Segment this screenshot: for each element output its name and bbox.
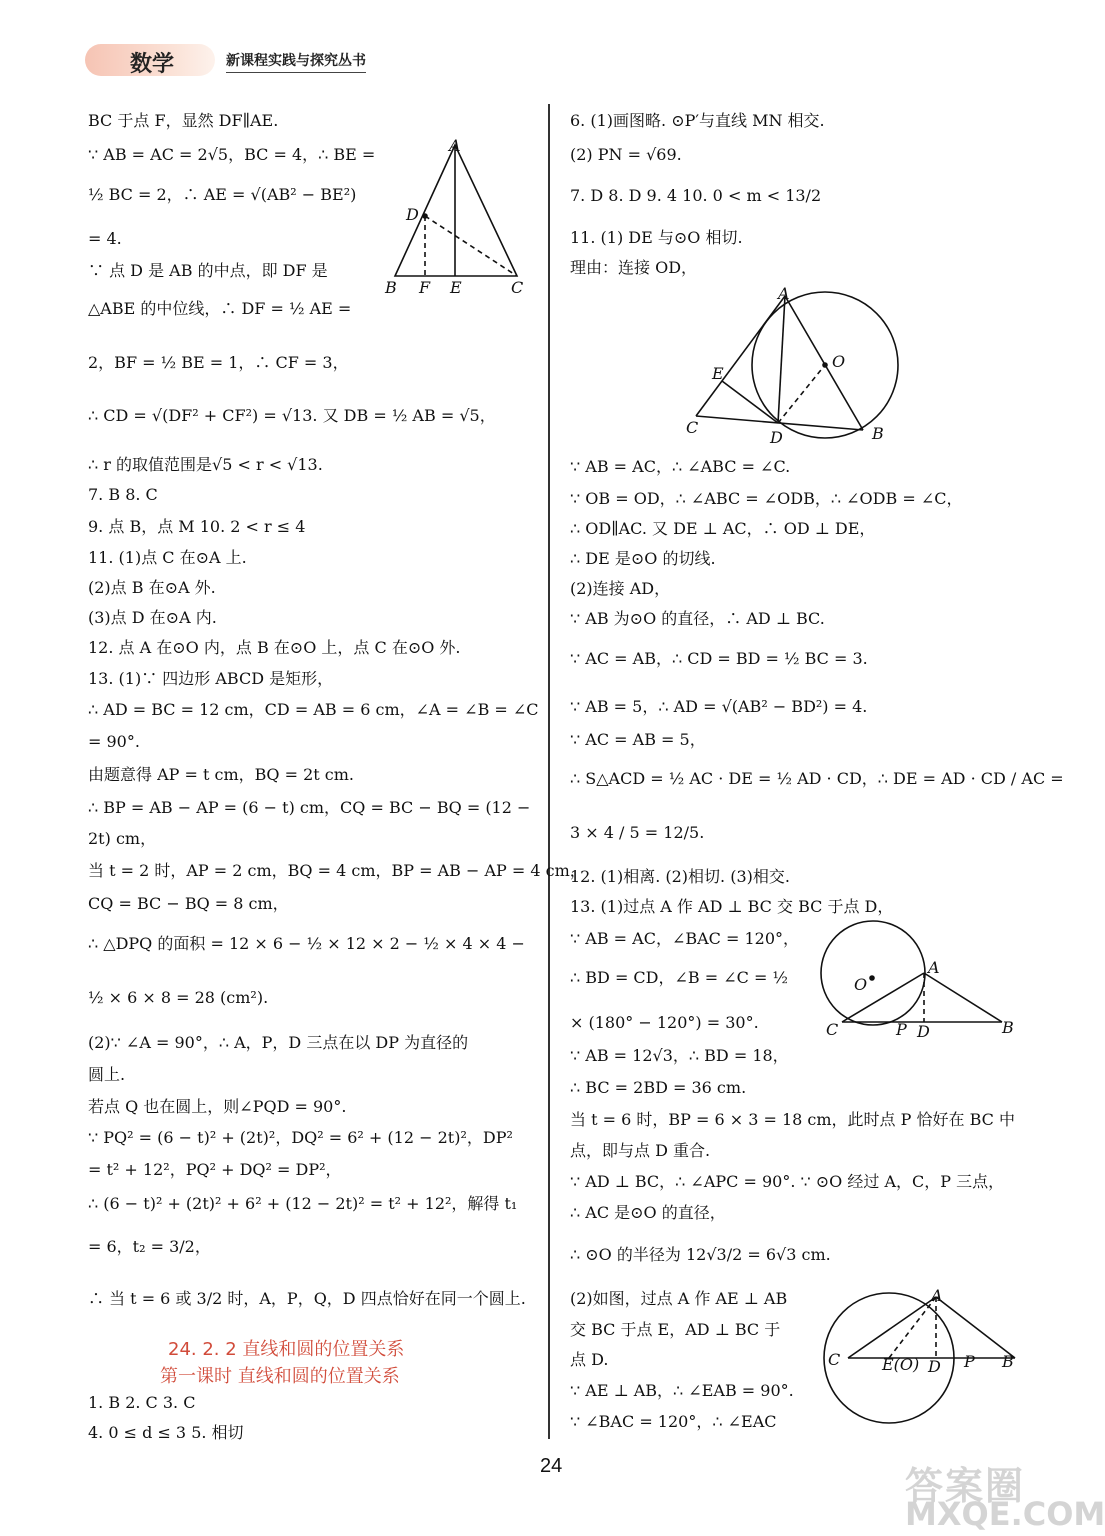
- text-line: (2) PN = √69.: [570, 145, 682, 164]
- text-line: ∵ AB 为⊙O 的直径，∴ AD ⊥ BC.: [570, 609, 825, 628]
- text-line: ∵ OB = OD，∴ ∠ABC = ∠ODB，∴ ∠ODB = ∠C，: [570, 489, 963, 508]
- text-line: ∴ BD = CD，∠B = ∠C = ½: [570, 968, 788, 987]
- segment-de: [722, 381, 778, 423]
- text-line: ∵ AD ⊥ BC，∴ ∠APC = 90°. ∵ ⊙O 经过 A，C，P 三点，: [570, 1172, 1005, 1191]
- label-b: B: [1002, 1352, 1014, 1371]
- text-line: ∴ AC 是⊙O 的直径，: [570, 1203, 726, 1222]
- text-line: 13. (1)∵ 四边形 ABCD 是矩形，: [88, 669, 334, 688]
- watermark-logo: 答案圈: [905, 1464, 1026, 1508]
- series-title: 新课程实践与探究丛书: [226, 50, 366, 73]
- text-line: = t² + 12²，PQ² + DQ² = DP²，: [88, 1160, 342, 1179]
- label-a: A: [931, 1286, 943, 1305]
- page-number: 24: [540, 1455, 563, 1477]
- watermark-url: MXQE.COM: [905, 1495, 1105, 1533]
- label-c: C: [686, 418, 699, 437]
- text-line: 交 BC 于点 E，AD ⊥ BC 于: [570, 1320, 781, 1339]
- text-line: ½ × 6 × 8 = 28 (cm²).: [88, 988, 269, 1007]
- text-line: (2)如图，过点 A 作 AE ⊥ AB: [570, 1289, 788, 1308]
- text-line: ∵ ∠BAC = 120°，∴ ∠EAC: [570, 1412, 777, 1431]
- text-line: 9. 点 B，点 M 10. 2 < r ≤ 4: [88, 517, 306, 536]
- segment-od: [778, 365, 825, 423]
- section-subtitle: 第一课时 直线和圆的位置关系: [160, 1366, 400, 1387]
- text-line: 点，即与点 D 重合.: [570, 1141, 711, 1160]
- text-line: ∵ AB = AC，∴ ∠ABC = ∠C.: [570, 457, 791, 476]
- text-line: ∴ DE 是⊙O 的切线.: [570, 549, 716, 568]
- label-p: P: [964, 1352, 975, 1371]
- text-line: ∴ ⊙O 的半径为 12√3/2 = 6√3 cm.: [570, 1245, 831, 1264]
- label-o: O: [832, 352, 846, 371]
- text-line: 12. 点 A 在⊙O 内，点 B 在⊙O 上，点 C 在⊙O 外.: [88, 638, 461, 657]
- text-line: (3)点 D 在⊙A 内.: [88, 608, 217, 627]
- text-line: ∴ (6 − t)² + (2t)² + 6² + (12 − 2t)² = t² + 12²，解得 t₁: [88, 1194, 518, 1213]
- text-line: 7. B 8. C: [88, 485, 158, 504]
- text-line: × (180° − 120°) = 30°.: [570, 1013, 759, 1032]
- text-line: (2)连接 AD，: [570, 579, 671, 598]
- text-line: 12. (1)相离. (2)相切. (3)相交.: [570, 867, 790, 886]
- text-line: 点 D.: [570, 1350, 609, 1369]
- text-line: ∴ BC = 2BD = 36 cm.: [570, 1078, 747, 1097]
- text-line: ∵ AB = AC = 2√5，BC = 4，∴ BE =: [88, 145, 376, 164]
- text-line: 11. (1)点 C 在⊙A 上.: [88, 548, 247, 567]
- text-line: 13. (1)过点 A 作 AD ⊥ BC 交 BC 于点 D，: [570, 897, 894, 916]
- label-a: A: [928, 958, 940, 977]
- segment-ca: [848, 1297, 936, 1358]
- text-line: ∴ △DPQ 的面积 = 12 × 6 − ½ × 12 × 2 − ½ × 4 × 4 −: [88, 934, 525, 953]
- text-line: = 90°.: [88, 732, 140, 751]
- text-line: 当 t = 6 时，BP = 6 × 3 = 18 cm，此时点 P 恰好在 BC 中: [570, 1110, 1015, 1129]
- text-line: ∵ AC = AB = 5，: [570, 730, 706, 749]
- text-line: (2)∵ ∠A = 90°，∴ A，P，D 三点在以 DP 为直径的: [88, 1033, 469, 1052]
- text-line: 7. D 8. D 9. 4 10. 0 < m < 13/2: [570, 186, 822, 205]
- label-a: A: [778, 284, 790, 303]
- figure-circle-acp: [820, 925, 1020, 1035]
- label-c: C: [828, 1350, 841, 1369]
- text-line: 3 × 4 / 5 = 12/5.: [570, 823, 705, 842]
- label-d: D: [917, 1022, 930, 1041]
- label-b: B: [385, 278, 397, 297]
- text-line: = 4.: [88, 229, 122, 248]
- text-line: ∴ 当 t = 6 或 3/2 时，A，P，Q，D 四点恰好在同一个圆上.: [88, 1289, 526, 1308]
- text-line: ∵ AE ⊥ AB，∴ ∠EAB = 90°.: [570, 1381, 794, 1400]
- segment-ac: [696, 296, 785, 416]
- text-line: ∵ AB = AC，∠BAC = 120°，: [570, 929, 800, 948]
- text-line: 11. (1) DE 与⊙O 相切.: [570, 228, 743, 247]
- segment-ad: [778, 296, 785, 423]
- label-e: E: [450, 278, 462, 297]
- text-line: ∵ AB = 12√3，∴ BD = 18，: [570, 1046, 789, 1065]
- text-line: 2t) cm，: [88, 829, 157, 848]
- label-e: E: [712, 364, 724, 383]
- text-line: = 6，t₂ = 3/2，: [88, 1237, 211, 1256]
- text-line: 1. B 2. C 3. C: [88, 1393, 196, 1412]
- segment-ab: [924, 973, 1002, 1022]
- text-line: 4. 0 ≤ d ≤ 3 5. 相切: [88, 1423, 244, 1442]
- text-line: ∴ CD = √(DF² + CF²) = √13. 又 DB = ½ AB = √5，: [88, 406, 496, 425]
- text-line: BC 于点 F，显然 DF∥AE.: [88, 111, 279, 130]
- text-line: 2，BF = ½ BE = 1，∴ CF = 3，: [88, 353, 349, 372]
- label-b: B: [872, 424, 884, 443]
- text-line: ∵ 点 D 是 AB 的中点，即 DF 是: [88, 261, 328, 280]
- section-title: 24. 2. 2 直线和圆的位置关系: [168, 1339, 405, 1360]
- text-line: ∵ AC = AB，∴ CD = BD = ½ BC = 3.: [570, 649, 868, 668]
- segment-ab: [936, 1297, 1015, 1358]
- text-line: 当 t = 2 时，AP = 2 cm，BQ = 4 cm，BP = AB − AP = 4 cm，: [88, 861, 586, 880]
- circle-o: [821, 921, 925, 1025]
- label-p: P: [896, 1020, 907, 1039]
- point-o: [870, 976, 874, 980]
- label-d: D: [406, 205, 419, 224]
- point-d: [423, 214, 427, 218]
- label-o: O: [854, 975, 868, 994]
- text-line: ∵ AB = 5，∴ AD = √(AB² − BD²) = 4.: [570, 697, 868, 716]
- text-line: ∵ PQ² = (6 − t)² + (2t)²，DQ² = 6² + (12 − 2t)²，DP²: [88, 1128, 513, 1147]
- column-divider: [548, 104, 550, 1439]
- text-line: (2)点 B 在⊙A 外.: [88, 578, 216, 597]
- label-f: F: [419, 278, 431, 297]
- label-c: C: [511, 278, 524, 297]
- label-e-o: E(O): [882, 1355, 920, 1374]
- text-line: 圆上.: [88, 1065, 126, 1084]
- label-c: C: [826, 1020, 839, 1039]
- point-o: [823, 363, 827, 367]
- text-line: 理由：连接 OD，: [570, 258, 698, 277]
- label-b: B: [1002, 1018, 1014, 1037]
- label-d: D: [770, 428, 783, 447]
- text-line: ½ BC = 2，∴ AE = √(AB² − BE²): [88, 185, 357, 204]
- label-d: D: [928, 1357, 941, 1376]
- text-line: ∴ AD = BC = 12 cm，CD = AB = 6 cm，∠A = ∠B = ∠C: [88, 700, 539, 719]
- text-line: 若点 Q 也在圆上，则∠PQD = 90°.: [88, 1097, 347, 1116]
- text-line: 6. (1)画图略. ⊙P′与直线 MN 相交.: [570, 111, 825, 130]
- text-line: ∴ S△ACD = ½ AC · DE = ½ AD · CD，∴ DE = AD · CD / AC =: [570, 769, 1064, 788]
- segment-ae: [889, 1297, 936, 1358]
- text-line: ∴ BP = AB − AP = (6 − t) cm，CQ = BC − BQ = (12 −: [88, 798, 531, 817]
- label-a: A: [449, 136, 461, 155]
- text-line: ∴ OD∥AC. 又 DE ⊥ AC，∴ OD ⊥ DE，: [570, 519, 876, 538]
- text-line: △ABE 的中位线，∴ DF = ½ AE =: [88, 299, 352, 318]
- subject-title: 数学: [130, 52, 175, 77]
- text-line: CQ = BC − BQ = 8 cm，: [88, 894, 289, 913]
- text-line: ∴ r 的取值范围是√5 < r < √13.: [88, 455, 323, 474]
- text-line: 由题意得 AP = t cm，BQ = 2t cm.: [88, 765, 355, 784]
